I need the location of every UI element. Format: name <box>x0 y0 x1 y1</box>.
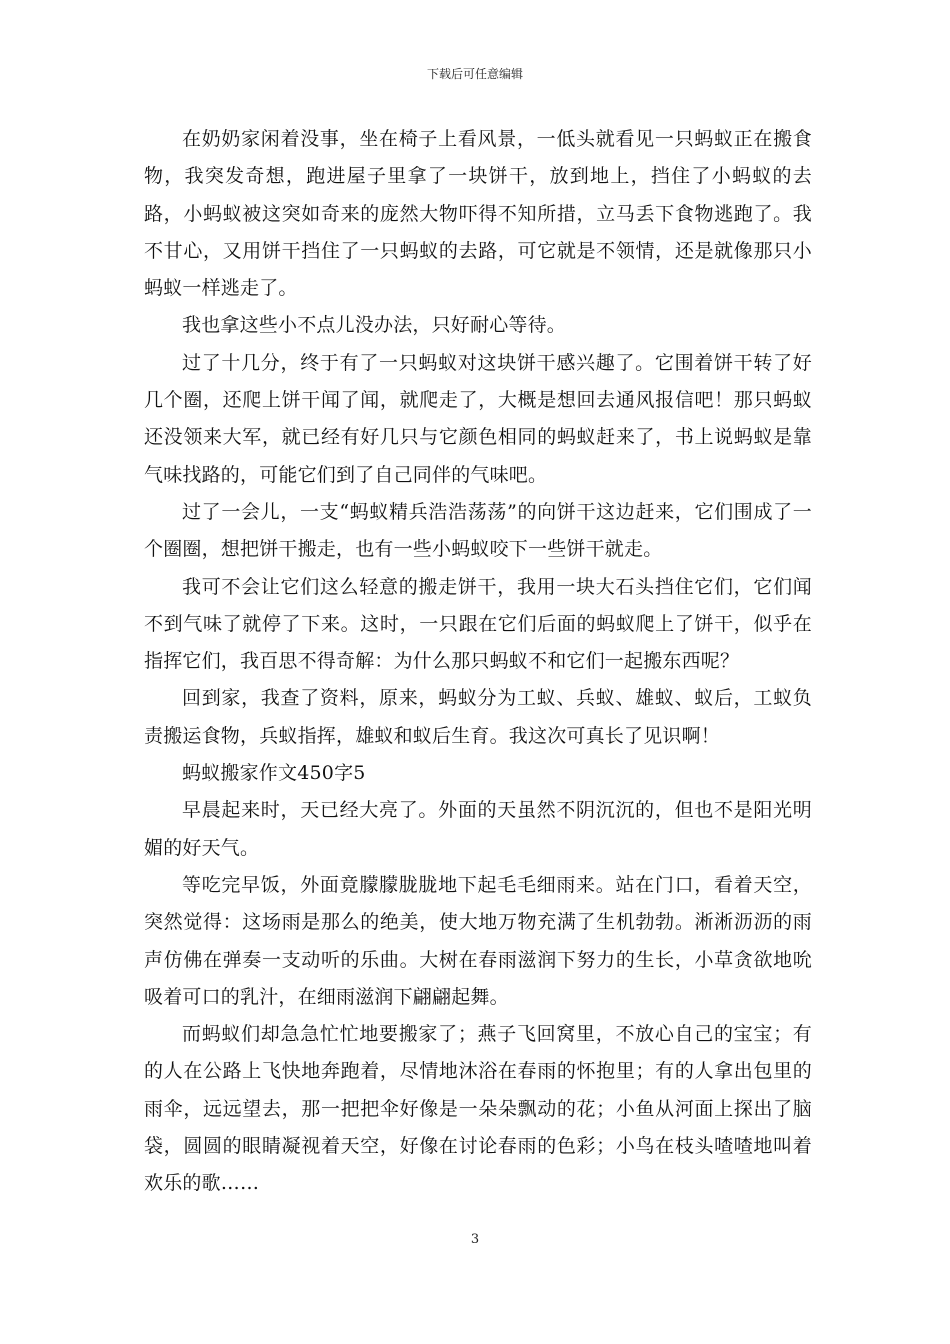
section-title: 蚂蚁搬家作文450字5 <box>182 762 366 785</box>
paragraph: 我也拿这些小不点儿没办法，只好耐心等待。 <box>182 314 567 337</box>
paragraph: 早晨起来时，天已经大亮了。外面的天虽然不阴沉沉的，但也不是阳光明媚的好天气。 <box>144 799 812 859</box>
document-body <box>144 121 812 1203</box>
paragraph: 过了十几分，终于有了一只蚂蚁对这块饼干感兴趣了。它围着饼干转了好几个圈，还爬上饼干闻了闻，就爬走了，大概是想回去通风报信吧！那只蚂蚁还没领来大军，就已经有好几只与它颜色相同的蚂蚁赶来了，书上说蚂蚁是靠气味找路的，可能它们到了自己同伴的气味吧。 <box>144 351 812 486</box>
paragraph: 回到家，我查了资料，原来，蚂蚁分为工蚁、兵蚁、雄蚁、蚁后，工蚁负责搬运食物，兵蚁指挥，雄蚁和蚁后生育。我这次可真长了见识啊！ <box>144 687 812 747</box>
paragraph: 我可不会让它们这么轻意的搬走饼干，我用一块大石头挡住它们，它们闻不到气味了就停了下来。这时，一只跟在它们后面的蚂蚁爬上了饼干，似乎在指挥它们，我百思不得奇解：为什么那只蚂蚁不和它们一起搬东西呢？ <box>144 575 812 673</box>
paragraph: 过了一会儿，一支“蚂蚁精兵浩浩荡荡”的向饼干这边赶来，它们围成了一个圈圈，想把饼干搬走，也有一些小蚂蚁咬下一些饼干就走。 <box>144 500 812 561</box>
paragraph: 而蚂蚁们却急急忙忙地要搬家了；燕子飞回窝里，不放心自己的宝宝；有的人在公路上飞快地奔跑着，尽情地沐浴在春雨的怀抱里；有的人拿出包里的雨伞，远远望去，那一把把伞好像是一朵朵飘动的花；小鱼从河面上探出了脑袋，圆圆的眼睛凝视着天空，好像在讨论春雨的色彩；小鸟在枝头喳喳地叫着欢乐的歌…… <box>144 1023 812 1195</box>
paragraph: 在奶奶家闲着没事，坐在椅子上看风景，一低头就看见一只蚂蚁正在搬食物，我突发奇想，跑进屋子里拿了一块饼干，放到地上，挡住了小蚂蚁的去路，小蚂蚁被这突如奇来的庞然大物吓得不知所措，立马丢下食物逃跑了。我不甘心，又用饼干挡住了一只蚂蚁的去路，可它就是不领情，还是就像那只小蚂蚁一样逃走了。 <box>144 128 812 300</box>
page-number: 3 <box>470 1232 480 1247</box>
page-header: 下载后可任意编辑 <box>426 67 523 81</box>
paragraph: 等吃完早饭，外面竟朦朦胧胧地下起毛毛细雨来。站在门口，看着天空，突然觉得：这场雨是那么的绝美，使大地万物充满了生机勃勃。淅淅沥沥的雨声仿佛在弹奏一支动听的乐曲。大树在春雨滋润下努力的生长，小草贪欲地吮吸着可口的乳汁，在细雨滋润下翩翩起舞。 <box>144 873 812 1008</box>
